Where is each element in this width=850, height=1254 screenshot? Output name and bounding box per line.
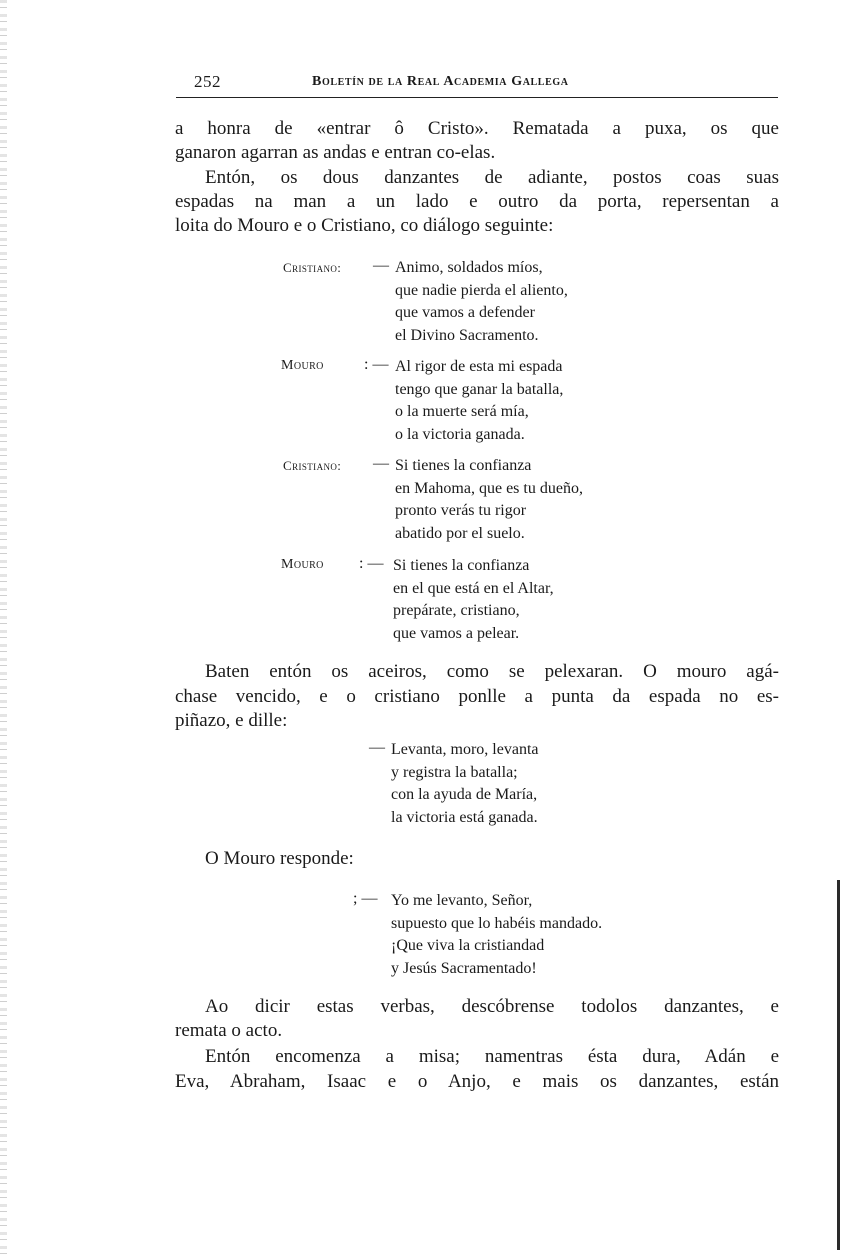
verse-line: tengo que ganar la batalla, [395, 380, 564, 398]
running-title: Boletín de la Real Academia Gallega [312, 74, 569, 89]
paragraph-6-line-1 [175, 1045, 779, 1070]
paragraph-1-line-1: a honra de «entrar ô Cristo». Rematada a puxa, os que [175, 118, 779, 139]
paragraph-3-line-3: piñazo, e dille: [175, 710, 288, 731]
speaker-dash: ; — [353, 890, 378, 907]
paragraph-6-line-1-text: Entón encomenza a misa; namentras ésta dura, Adán e [205, 1046, 779, 1067]
paragraph-6-line-2: Eva, Abraham, Isaac e o Anjo, e mais os danzantes, están [175, 1071, 779, 1092]
speaker-label: Cristiano: [283, 458, 342, 473]
speaker-dash: — [369, 739, 385, 756]
speaker-dash: : — [359, 555, 384, 572]
verse-line: Yo me levanto, Señor, [391, 892, 533, 909]
paragraph-5-line-2: remata o acto. [175, 1020, 283, 1041]
speaker-dash: — [373, 257, 389, 274]
verse-line: el Divino Sacramento. [395, 327, 539, 345]
verse-line: en el que está en el Altar, [393, 579, 554, 597]
verse-line: o la victoria ganada. [395, 426, 525, 444]
paragraph-2-line-2: espadas na man a un lado e outro da porta, repersentan a [175, 191, 779, 212]
verse-line: supuesto que lo habéis mandado. [391, 914, 603, 932]
verse-line: pronto verás tu rigor [395, 502, 527, 520]
speaker-dash: : — [364, 356, 389, 373]
verse-stanza-3 [395, 455, 583, 546]
paragraph-4-text: O Mouro responde: [205, 848, 354, 869]
paragraph-1-line-2: ganaron agarran as andas e entran co-elas. [175, 142, 496, 163]
paragraph-2-line-1 [175, 166, 779, 191]
paragraph-4 [175, 847, 779, 872]
verse-line: y registra la batalla; [391, 763, 518, 781]
paragraph-3-line-2: chase vencido, e o cristiano ponlle a punta da espada no es- [175, 686, 779, 707]
paragraph-2-line-1-text: Entón, os dous danzantes de adiante, postos coas suas [205, 167, 779, 188]
verse-line: y Jesús Sacramentado! [391, 960, 537, 978]
page-edge-right [837, 880, 840, 1250]
paragraph-3-line-1-text: Baten entón os aceiros, como se pelexaran. O mouro agá- [205, 661, 779, 682]
speaker-label: Mouro [281, 358, 324, 373]
verse-line: Animo, soldados míos, [395, 259, 543, 276]
page-edge-left [0, 0, 7, 1254]
header-rule [176, 97, 778, 98]
speaker-label: Mouro [281, 557, 324, 572]
verse-line: con la ayuda de María, [391, 786, 538, 804]
verse-line: la victoria está ganada. [391, 809, 538, 827]
speaker-dash: — [373, 455, 389, 472]
verse-line: en Mahoma, que es tu dueño, [395, 479, 583, 497]
verse-line: que nadie pierda el aliento, [395, 281, 568, 299]
verse-stanza-1 [395, 257, 568, 348]
verse-line: Al rigor de esta mi espada [395, 358, 563, 375]
paragraph-5-line-1-text: Ao dicir estas verbas, descóbrense todolos danzantes, e [205, 996, 779, 1017]
page-header [176, 68, 776, 98]
verse-stanza-4 [393, 555, 554, 646]
page-number: 252 [194, 72, 221, 91]
verse-line: Si tienes la confianza [393, 557, 530, 574]
verse-stanza-2 [395, 356, 563, 447]
verse-stanza-6 [391, 890, 602, 981]
verse-line: que vamos a pelear. [393, 625, 520, 643]
verse-line: abatido por el suelo. [395, 525, 525, 543]
verse-stanza-5 [391, 739, 539, 830]
verse-line: Si tienes la confianza [395, 457, 532, 474]
verse-line: Levanta, moro, levanta [391, 741, 539, 758]
paragraph-2-line-3: loita do Mouro e o Cristiano, co diálogo seguinte: [175, 215, 554, 236]
verse-line: prepárate, cristiano, [393, 602, 520, 620]
verse-line: ¡Que viva la cristiandad [391, 937, 545, 955]
verse-line: o la muerte será mía, [395, 403, 529, 421]
paragraph-5-line-1 [175, 995, 779, 1020]
speaker-label: Cristiano: [283, 260, 342, 275]
verse-line: que vamos a defender [395, 304, 535, 322]
paragraph-3-line-1 [175, 660, 779, 685]
